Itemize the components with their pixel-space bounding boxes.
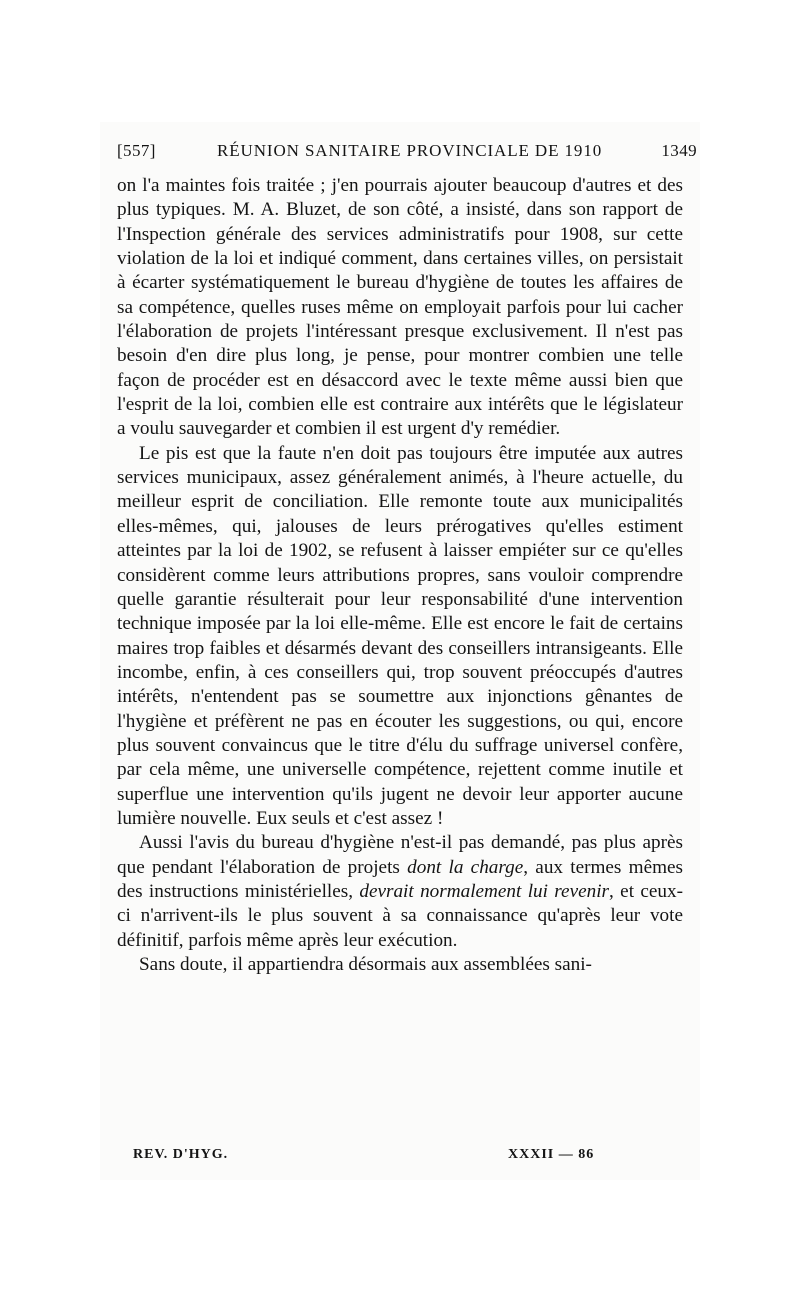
page-reference: [557] — [117, 141, 156, 160]
paragraph-3-italic-2: devrait normalement lui revenir — [359, 880, 610, 902]
page-footer — [133, 1143, 633, 1167]
running-head — [117, 138, 697, 164]
paragraph-3-italic-1: dont la charge — [407, 856, 524, 878]
journal-abbreviation: REV. D'HYG. — [133, 1147, 229, 1162]
paragraph-2: Le pis est que la faute n'en doit pas toujours être imputée aux autres services municipaux, assez généralement animés, à l'heure actuelle, du meilleur esprit de conciliation. Elle remonte toute aux municipalités elles-mêmes, qui, jalouses de leurs prérogatives qu'elles estiment atteintes par la loi de 1902, se refusent à laisser empiéter sur ce qu'elles considèrent comme leurs attributions propres, sans vouloir comprendre quelle garantie résulterait pour leur responsabilité d'une intervention technique imposée par la loi elle-même. Elle est encore le fait de certains maires trop faibles et désarmés devant des conseillers intransigeants. Elle incombe, enfin, à ces conseillers qui, trop souvent préoccupés d'autres intérêts, n'entendent pas se soumettre aux injonctions gênantes de l'hygiène et préfèrent ne pas en écouter les suggestions, ou qui, encore plus souvent convaincus que le titre d'élu du suffrage universel confère, par cela même, une universelle compétence, rejettent comme inutile et superflue une intervention qu'ils jugent ne devoir leur apporter aucune lumière nouvelle. Eux seuls et c'est assez ! — [117, 442, 683, 829]
paragraph-4: Sans doute, il appartiendra désormais aux assemblées sani- — [139, 954, 592, 975]
body-text — [117, 174, 683, 977]
page-title: RÉUNION SANITAIRE PROVINCIALE DE 1910 — [217, 141, 603, 160]
paragraph-1: on l'a maintes fois traitée ; j'en pourrais ajouter beaucoup d'autres et des plus typiques. M. A. Bluzet, de son côté, a insisté, dans son rapport de l'Inspection générale des services administratifs pour 1908, sur cette violation de la loi et indiqué comment, dans certaines villes, on persistait à écarter systématiquement le bureau d'hygiène de toutes les affaires de sa compétence, quelles ruses même on employait parfois pour lui cacher l'élaboration de projets l'intéressant presque exclusivement. Il n'est pas besoin d'en dire plus long, je pense, pour montrer combien une telle façon de procéder est en désaccord avec le texte même aussi bien que l'esprit de la loi, combien elle est contraire aux intérêts que le législateur a voulu sauvegarder et combien il est urgent d'y remédier. — [117, 175, 683, 440]
paragraph-3-part-2: , aux termes mêmes des instructions ministérielles, — [117, 856, 683, 902]
paragraph-3-part-3: , et ceux-ci n'arrivent-ils le plus souvent à sa connaissance qu'après leur vote définitif, parfois même après leur exécution. — [117, 880, 683, 951]
paragraph-3-part-1: Aussi l'avis du bureau d'hygiène n'est-il pas demandé, pas plus après que pendant l'élaboration de projets — [117, 832, 683, 878]
printer-signature: XXXII — 86 — [508, 1147, 595, 1162]
page-number: 1349 — [661, 141, 697, 160]
paragraph-3 — [117, 831, 683, 953]
